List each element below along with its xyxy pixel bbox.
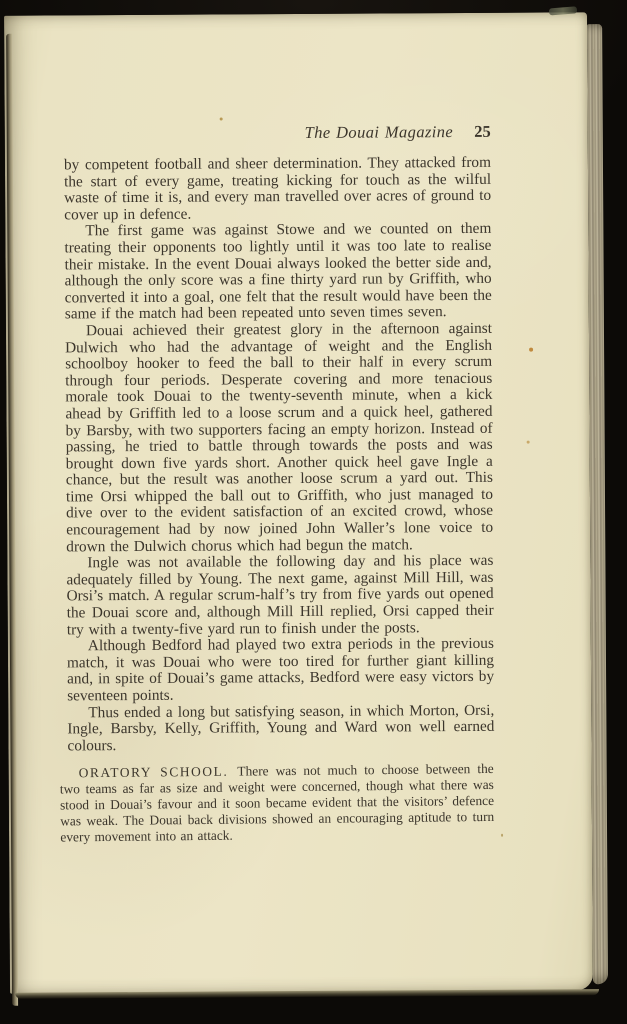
paper-speck (220, 117, 223, 120)
body-paragraph: Although Bedford had played two extra periods in the previous match, it was Douai who were too tired for further giant killing and, in spite of Douai’s game attacks, Bedford were easy victors by seventeen points. (66, 635, 495, 705)
page-header (64, 123, 491, 144)
page-text-block (59, 121, 495, 846)
body-paragraph: by competent football and sheer determination. They attacked from the start of every game, treating kicking for touch as the wilful waste of time it is, and every man travelled over acres of ground to cover up in defence. (63, 153, 492, 224)
magazine-title: The Douai Magazine (304, 122, 454, 142)
footnote-lead: ORATORY SCHOOL. (78, 764, 229, 781)
paper-speck (529, 348, 533, 352)
paper-speck (501, 834, 503, 837)
page-number: 25 (474, 121, 491, 141)
footnote-text: There was not much to choose between the two teams as far as size and weight were concerned, though what there was stood in Douai’s favour and it soon became evident that the visitors’ defence was weak. The Douai back divisions showed an encouraging aptitude to turn every movement into an attack. (59, 761, 495, 845)
footnote-paragraph (60, 761, 495, 846)
body-paragraph: Thus ended a long but satisfying season, in which Morton, Orsi, Ingle, Barsby, Kelly, Griffith, Young and Ward won well earned colours. (67, 701, 495, 755)
book-page (4, 12, 593, 994)
body-paragraph: Douai achieved their greatest glory in the afternoon against Dulwich who had the advantage of weight and the English schoolboy hooker to feed the ball to their half in every scrum through four periods. Desperate covering and more tenacious morale took Douai to the twenty-seventh minute, when a kick ahead by Griffith led to a loose scrum and a quick heel, gathered by Barsby, with two supporters facing an empty horizon. Instead of passing, he tried to battle through towards the posts and was brought down five yards short. Another quick heel gave Ingle a chance, but the result was another loose scrum a yard out. This time Orsi whipped the ball out to Griffith, who just managed to dive over to the evident satisfaction of an excited crowd, whose encouragement had by now joined John Waller’s lone voice to drown the Dulwich chorus which had begun the match. (65, 319, 494, 556)
body-paragraph: Ingle was not available the following day and his place was adequately filled by Young. The next game, against Mill Hill, was Orsi’s match. A regular scrum-half’s try from five yards out opened the Douai score and, although Mill Hill replied, Orsi capped their try with a twenty-five yard run to finish under the posts. (66, 552, 494, 639)
paper-speck (527, 441, 530, 444)
body-paragraph: The first game was against Stowe and we counted on them treating their opponents too lightly until it was too late to realise their mistake. In the event Douai always looked the better side and, although the only score was a fine thirty yard run by Griffith, who converted it into a goal, one felt that the result would have been the same if the match had been repeated unto seven times seven. (64, 220, 492, 323)
gutter-page-edge (6, 34, 18, 1006)
